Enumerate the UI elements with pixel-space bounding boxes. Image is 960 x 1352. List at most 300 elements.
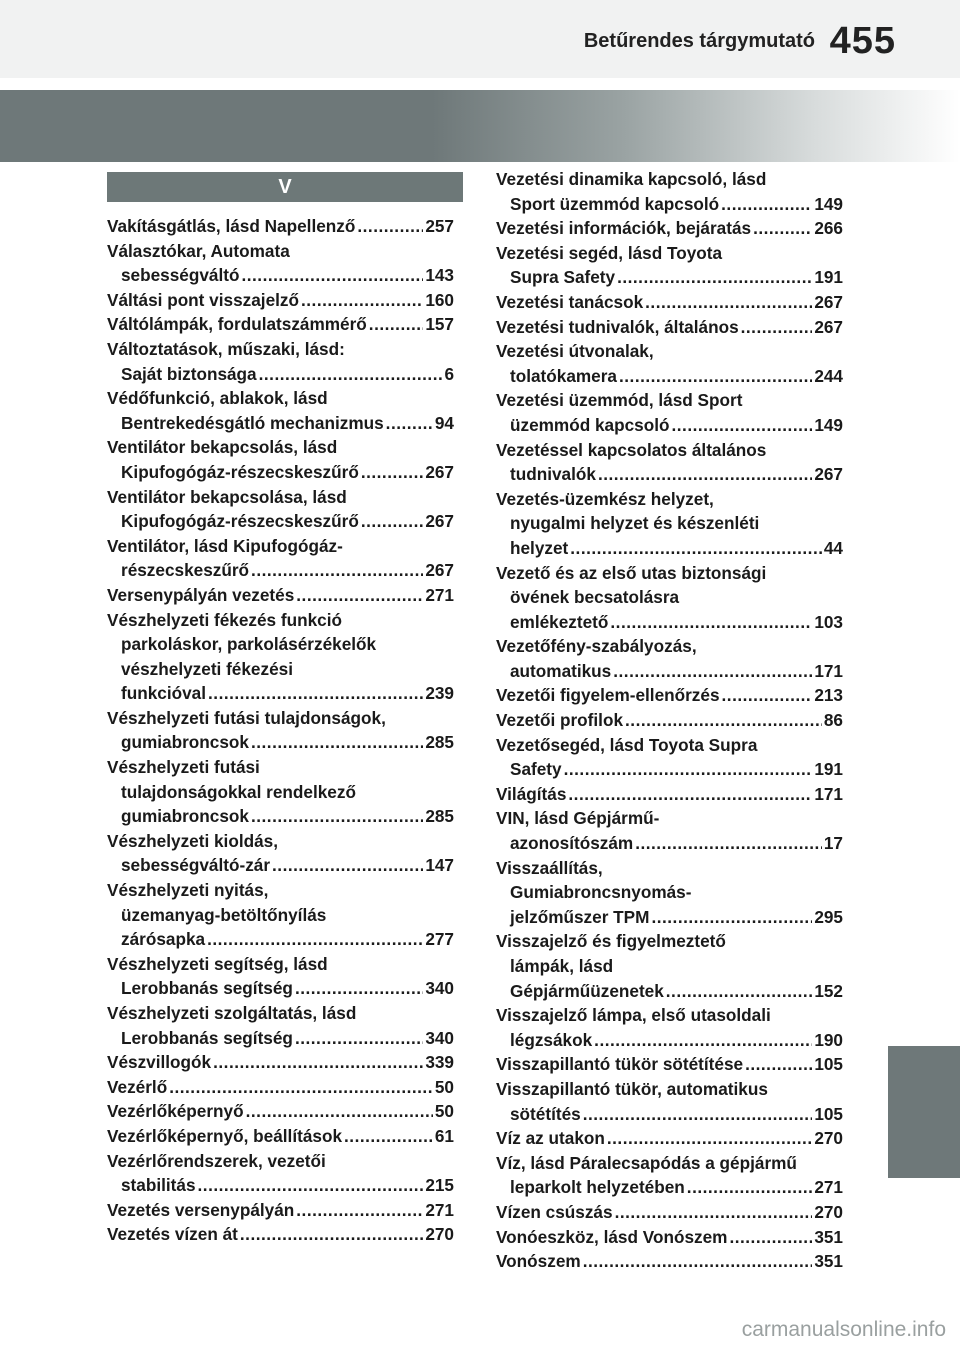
entry-continuation-line <box>107 411 454 436</box>
entry-term-line <box>496 782 843 807</box>
page-reference[interactable]: 143 <box>425 265 454 286</box>
entry-term-line <box>496 683 843 708</box>
page-reference[interactable]: 271 <box>425 584 454 605</box>
entry-continuation-line <box>107 976 454 1001</box>
page-reference[interactable]: 271 <box>814 1177 843 1198</box>
entry-continuation-line <box>107 903 454 928</box>
entry-term-line <box>107 435 454 460</box>
entry-continuation-line <box>496 1175 843 1200</box>
entry-term: Víz, lásd Páralecsapódás a gépjármű <box>496 1152 797 1173</box>
entry-term: Vonószem <box>496 1251 581 1272</box>
index-entry <box>496 1225 843 1250</box>
entry-term-line <box>496 1225 843 1250</box>
entry-term: Kipufogógáz-részecskeszűrő <box>121 461 359 482</box>
index-entry <box>496 1249 843 1274</box>
page-reference[interactable]: 94 <box>434 412 454 433</box>
entry-continuation-line <box>107 681 454 706</box>
page-reference[interactable]: 44 <box>823 537 843 558</box>
index-entry <box>496 782 843 807</box>
entry-term-line <box>107 1075 454 1100</box>
entry-term-line <box>107 239 454 264</box>
dot-leader <box>259 362 443 387</box>
page-reference[interactable]: 270 <box>814 1128 843 1149</box>
index-entry <box>107 1149 454 1198</box>
entry-term: Vezérlőképernyő <box>107 1101 244 1122</box>
dot-leader <box>729 1225 812 1250</box>
entry-term: Vezetési információk, bejáratás <box>496 218 752 239</box>
entry-continuation-line <box>496 905 843 930</box>
dot-leader <box>361 460 423 485</box>
entry-term: Vezetés versenypályán <box>107 1199 295 1220</box>
entry-term-line <box>496 856 843 881</box>
entry-term-line <box>107 1050 454 1075</box>
entry-continuation-line <box>496 192 843 217</box>
entry-term: Vezetés vízen át <box>107 1224 238 1245</box>
entry-continuation-line <box>107 632 454 657</box>
dot-leader <box>296 1198 423 1223</box>
index-entry <box>107 485 454 534</box>
entry-term: Ventilátor bekapcsolás, lásd <box>107 437 338 458</box>
dot-leader <box>357 214 423 239</box>
index-entry <box>107 952 454 1001</box>
entry-continuation-line <box>107 657 454 682</box>
entry-continuation-line <box>107 509 454 534</box>
entry-term-line <box>107 534 454 559</box>
entry-term-line <box>496 634 843 659</box>
entry-term: Vezetési segéd, lásd Toyota <box>496 242 723 263</box>
index-entry <box>107 435 454 484</box>
entry-continuation-line <box>107 780 454 805</box>
index-entry <box>107 534 454 583</box>
entry-continuation-line <box>496 1102 843 1127</box>
entry-term: automatikus <box>510 660 612 681</box>
dot-leader <box>301 288 423 313</box>
entry-term-line <box>107 878 454 903</box>
dot-leader <box>272 853 423 878</box>
entry-term: Váltási pont visszajelző <box>107 289 299 310</box>
entry-continuation-line <box>107 1173 454 1198</box>
entry-term-line <box>496 929 843 954</box>
entry-term-line <box>496 438 843 463</box>
index-entry <box>107 1222 454 1247</box>
dot-leader <box>672 413 813 438</box>
entry-term: üzemanyag-betöltőnyílás <box>121 904 327 925</box>
entry-term-line <box>496 806 843 831</box>
entry-term: lámpák, lásd <box>510 956 614 976</box>
page-reference[interactable]: 267 <box>814 291 843 312</box>
entry-term: Supra Safety <box>510 267 616 288</box>
entry-continuation-line <box>496 831 843 856</box>
entry-term: Visszapillantó tükör, automatikus <box>496 1078 768 1099</box>
dot-leader <box>198 1173 424 1198</box>
index-entry <box>107 1124 454 1149</box>
entry-term: Váltólámpák, fordulatszámmérő <box>107 314 367 335</box>
entry-continuation-line <box>496 511 843 536</box>
page-reference[interactable]: 50 <box>434 1076 454 1097</box>
entry-term-line <box>107 1198 454 1223</box>
entry-term-line <box>107 386 454 411</box>
page-reference[interactable]: 267 <box>425 560 454 581</box>
dot-leader <box>721 192 812 217</box>
entry-term: Lerobbanás segítség <box>121 978 293 999</box>
page-reference[interactable]: 157 <box>425 314 454 335</box>
entry-term-line <box>496 1200 843 1225</box>
page-reference[interactable]: 103 <box>814 611 843 632</box>
entry-term: Sport üzemmód kapcsoló <box>510 193 720 214</box>
page-reference[interactable]: 149 <box>814 193 843 214</box>
entry-continuation-line <box>107 853 454 878</box>
entry-term: emlékeztető <box>510 611 609 632</box>
entry-continuation-line <box>107 927 454 952</box>
entry-continuation-line <box>496 610 843 635</box>
entry-term: gumiabroncsok <box>121 732 249 753</box>
entry-term: sebességváltó <box>121 265 240 286</box>
index-entry <box>496 561 843 635</box>
entry-term-line <box>496 561 843 586</box>
entry-term-line <box>496 1126 843 1151</box>
entry-term: Visszapillantó tükör sötétítése <box>496 1054 744 1075</box>
page-reference[interactable]: 171 <box>814 783 843 804</box>
entry-term: Vezetés-üzemkész helyzet, <box>496 488 714 509</box>
entry-continuation-line <box>496 954 843 979</box>
dot-leader <box>251 804 423 829</box>
entry-term: Vonóeszköz, lásd Vonószem <box>496 1226 728 1247</box>
entry-term: Vízen csúszás <box>496 1201 613 1222</box>
index-entry <box>107 829 454 878</box>
entry-term: Bentrekedésgátló mechanizmus <box>121 412 384 433</box>
page-reference[interactable]: 149 <box>814 414 843 435</box>
dot-leader <box>625 708 822 733</box>
entry-term-line <box>496 1052 843 1077</box>
entry-term: üzemmód kapcsoló <box>510 414 670 435</box>
dot-leader <box>613 659 812 684</box>
letter-heading: V <box>107 172 463 202</box>
dot-leader <box>594 1028 812 1053</box>
entry-continuation-line <box>107 730 454 755</box>
index-entry <box>107 239 454 288</box>
page-reference[interactable]: 105 <box>814 1054 843 1075</box>
entry-term-line <box>496 339 843 364</box>
watermark: carmanualsonline.info <box>741 1318 946 1341</box>
index-entry <box>496 929 843 1003</box>
entry-term: tolatókamera <box>510 365 617 386</box>
entry-term: Választókar, Automata <box>107 240 290 261</box>
entry-term-line <box>107 952 454 977</box>
page-reference[interactable]: 295 <box>814 906 843 927</box>
entry-term-line <box>496 1249 843 1274</box>
page-reference[interactable]: 271 <box>425 1199 454 1220</box>
entry-term: Vezetési üzemmód, lásd Sport <box>496 390 743 411</box>
dot-leader <box>296 583 423 608</box>
page-reference[interactable]: 213 <box>814 685 843 706</box>
dot-leader <box>208 681 423 706</box>
dot-leader <box>741 315 813 340</box>
index-entry <box>107 1099 454 1124</box>
index-entry <box>496 487 843 561</box>
entry-term-line <box>107 755 454 780</box>
index-entry <box>107 1075 454 1100</box>
index-column-right <box>496 167 843 1274</box>
index-entry <box>107 337 454 386</box>
section-title: Betűrendes tárgymutató <box>583 30 815 52</box>
entry-term: Safety <box>510 759 562 780</box>
page-reference[interactable]: 61 <box>434 1125 454 1146</box>
page-reference[interactable]: 160 <box>425 289 454 310</box>
dot-leader <box>753 216 812 241</box>
entry-term: Visszaállítás, <box>496 857 603 878</box>
entry-continuation-line <box>107 362 454 387</box>
page-reference[interactable]: 152 <box>814 980 843 1001</box>
page-reference[interactable]: 277 <box>425 929 454 950</box>
index-entry <box>107 706 454 755</box>
entry-term: helyzet <box>510 537 569 558</box>
index-entry <box>496 806 843 855</box>
page-reference[interactable]: 267 <box>425 461 454 482</box>
entry-term: Versenypályán vezetés <box>107 584 295 605</box>
entry-term: Vezetési dinamika kapcsoló, lásd <box>496 169 767 189</box>
dot-leader <box>570 536 822 561</box>
entry-term: VIN, lásd Gépjármű- <box>496 808 660 829</box>
dot-leader <box>241 263 423 288</box>
dot-leader <box>251 730 423 755</box>
dot-leader <box>583 1249 813 1274</box>
index-entry <box>496 167 843 216</box>
entry-continuation-line <box>107 804 454 829</box>
entry-term: Vezetői figyelem-ellenőrzés <box>496 685 720 706</box>
dot-leader <box>722 683 813 708</box>
entry-term: jelzőműszer TPM <box>510 906 650 927</box>
entry-term: tudnivalók <box>510 464 596 485</box>
page-reference[interactable]: 215 <box>425 1175 454 1196</box>
page-reference[interactable]: 50 <box>434 1101 454 1122</box>
entry-term: sebességváltó-zár <box>121 855 271 876</box>
page-number: 455 <box>829 20 896 62</box>
entry-term: Vezetési tanácsok <box>496 291 644 312</box>
index-entry <box>107 583 454 608</box>
dot-leader <box>344 1124 433 1149</box>
entry-term-line <box>496 1151 843 1176</box>
entry-term: Vészvillogók <box>107 1052 212 1073</box>
page-reference[interactable]: 339 <box>425 1052 454 1073</box>
index-entry <box>107 312 454 337</box>
dot-leader <box>745 1052 812 1077</box>
entry-term: Vezető és az első utas biztonsági <box>496 562 767 583</box>
index-entry <box>496 634 843 683</box>
index-entry <box>496 683 843 708</box>
index-entry <box>107 386 454 435</box>
dot-leader <box>240 1222 423 1247</box>
dot-leader <box>607 1126 812 1151</box>
index-entry <box>496 216 843 241</box>
page-reference[interactable]: 244 <box>814 365 843 386</box>
index-entry <box>107 214 454 239</box>
entry-continuation-line <box>496 659 843 684</box>
entry-term: Vészhelyzeti nyitás, <box>107 880 269 901</box>
entry-term: Gépjárműüzenetek <box>510 980 664 1001</box>
page-reference[interactable]: 171 <box>814 660 843 681</box>
entry-term-line <box>107 1222 454 1247</box>
index-entry <box>107 755 454 829</box>
entry-term: stabilitás <box>121 1175 196 1196</box>
entry-continuation-line <box>496 462 843 487</box>
entry-term: sötétítés <box>510 1103 581 1124</box>
entry-term: Gumiabroncsnyomás- <box>510 882 692 903</box>
entry-term: azonosítószám <box>510 833 634 854</box>
index-entry <box>496 339 843 388</box>
dot-leader <box>645 290 812 315</box>
entry-term: Vészhelyzeti futási tulajdonságok, <box>107 707 386 728</box>
dot-leader <box>564 757 813 782</box>
dot-leader <box>610 610 812 635</box>
index-entry <box>107 1050 454 1075</box>
entry-term-line <box>496 241 843 266</box>
entry-term-line <box>496 1003 843 1028</box>
page-reference[interactable]: 266 <box>814 218 843 239</box>
dot-leader <box>361 509 423 534</box>
dot-leader <box>598 462 812 487</box>
entry-term-line <box>496 167 843 192</box>
entry-term-line <box>107 1124 454 1149</box>
index-entry <box>496 315 843 340</box>
entry-term: Vészhelyzeti kioldás, <box>107 830 278 851</box>
dot-leader <box>619 364 812 389</box>
entry-term: Visszajelző lámpa, első utasoldali <box>496 1005 771 1026</box>
entry-continuation-line <box>496 979 843 1004</box>
page-reference[interactable]: 105 <box>814 1103 843 1124</box>
page-reference[interactable]: 285 <box>425 732 454 753</box>
page-reference[interactable]: 191 <box>814 759 843 780</box>
entry-term-line <box>496 1077 843 1102</box>
entry-term: övének becsatolásra <box>510 587 680 608</box>
entry-term: Védőfunkció, ablakok, lásd <box>107 388 328 409</box>
page-reference[interactable]: 191 <box>814 267 843 288</box>
entry-term-line <box>107 608 454 633</box>
entry-term: Vezetési útvonalak, <box>496 341 654 362</box>
entry-term: leparkolt helyzetében <box>510 1177 685 1198</box>
entry-term: Saját biztonsága <box>121 363 257 384</box>
entry-term-line <box>107 1001 454 1026</box>
entry-term: Vészhelyzeti fékezés funkció <box>107 609 342 630</box>
page-reference[interactable]: 17 <box>823 833 843 854</box>
dot-leader <box>386 411 433 436</box>
page-reference[interactable]: 351 <box>814 1251 843 1272</box>
top-strip <box>0 0 960 78</box>
entry-term-line <box>107 829 454 854</box>
entry-continuation-line <box>496 757 843 782</box>
entry-term-line <box>496 290 843 315</box>
page-reference[interactable]: 267 <box>814 316 843 337</box>
dot-leader <box>251 558 423 583</box>
entry-term-line <box>107 583 454 608</box>
page-reference[interactable]: 285 <box>425 806 454 827</box>
entry-term: Ventilátor, lásd Kipufogógáz- <box>107 535 343 556</box>
entry-term-line <box>496 487 843 512</box>
page-reference[interactable]: 267 <box>425 511 454 532</box>
entry-continuation-line <box>107 558 454 583</box>
index-entry <box>496 1052 843 1077</box>
entry-term-line <box>107 1149 454 1174</box>
index-entry <box>496 733 843 782</box>
entry-term: légzsákok <box>510 1029 593 1050</box>
entry-continuation-line <box>496 585 843 610</box>
page-reference[interactable]: 6 <box>444 363 454 384</box>
page-reference[interactable]: 190 <box>814 1029 843 1050</box>
entry-term: Változtatások, műszaki, lásd: <box>107 338 345 359</box>
index-entry <box>107 288 454 313</box>
index-entry <box>496 438 843 487</box>
page-reference[interactable]: 270 <box>814 1201 843 1222</box>
dot-leader <box>568 782 812 807</box>
entry-term: Visszajelző és figyelmeztető <box>496 931 726 952</box>
page-reference[interactable]: 270 <box>425 1224 454 1245</box>
entry-term: zárósapka <box>121 929 206 950</box>
entry-term-line <box>496 216 843 241</box>
entry-continuation-line <box>496 1028 843 1053</box>
entry-term: Vezetéssel kapcsolatos általános <box>496 439 767 460</box>
entry-term-line <box>107 337 454 362</box>
index-entry <box>107 878 454 952</box>
entry-term: funkcióval <box>121 683 207 704</box>
index-entry <box>496 388 843 437</box>
entry-term: tulajdonságokkal rendelkező <box>121 781 356 802</box>
entry-term: Vezetőfény-szabályozás, <box>496 636 697 657</box>
entry-term: Vezérlőrendszerek, vezetői <box>107 1150 326 1171</box>
dot-leader <box>295 976 423 1001</box>
entry-continuation-line <box>107 1026 454 1051</box>
dot-leader <box>213 1050 423 1075</box>
entry-term-line <box>107 1099 454 1124</box>
index-entry <box>496 1126 843 1151</box>
page-reference[interactable]: 267 <box>814 464 843 485</box>
entry-continuation-line <box>496 536 843 561</box>
index-entry <box>107 608 454 706</box>
page-reference[interactable]: 257 <box>425 216 454 236</box>
entry-term-line <box>107 214 454 239</box>
page-reference[interactable]: 351 <box>814 1226 843 1247</box>
entry-term: Lerobbanás segítség <box>121 1027 293 1048</box>
entry-term-line <box>496 315 843 340</box>
index-entry <box>107 1198 454 1223</box>
page-reference[interactable]: 239 <box>425 683 454 704</box>
index-entry <box>496 1003 843 1052</box>
page-reference[interactable]: 340 <box>425 978 454 999</box>
entry-term: Kipufogógáz-részecskeszűrő <box>121 511 359 532</box>
entry-term: Vakításgátlás, lásd Napellenző <box>107 216 356 236</box>
entry-continuation-line <box>107 460 454 485</box>
page-reference[interactable]: 86 <box>823 710 843 731</box>
entry-term: Vezérlőképernyő, beállítások <box>107 1125 343 1146</box>
index-entry <box>496 290 843 315</box>
dot-leader <box>369 312 424 337</box>
entry-term-line <box>107 706 454 731</box>
page-reference[interactable]: 340 <box>425 1027 454 1048</box>
index-entry <box>496 1200 843 1225</box>
dot-leader <box>169 1075 433 1100</box>
entry-term: Világítás <box>496 783 567 804</box>
entry-term: gumiabroncsok <box>121 806 249 827</box>
entry-term: Vezetői profilok <box>496 710 624 731</box>
chapter-tab[interactable] <box>888 1046 960 1178</box>
entry-term-line <box>496 388 843 413</box>
header-band <box>0 90 960 162</box>
entry-term: vészhelyzeti fékezési <box>121 658 293 679</box>
page-reference[interactable]: 147 <box>425 855 454 876</box>
entry-term: Vezérlő <box>107 1076 168 1097</box>
entry-term: Vezetési tudnivalók, általános <box>496 316 739 337</box>
entry-term-line <box>496 733 843 758</box>
dot-leader <box>687 1175 813 1200</box>
entry-term: parkoláskor, parkolásérzékelők <box>121 634 377 655</box>
